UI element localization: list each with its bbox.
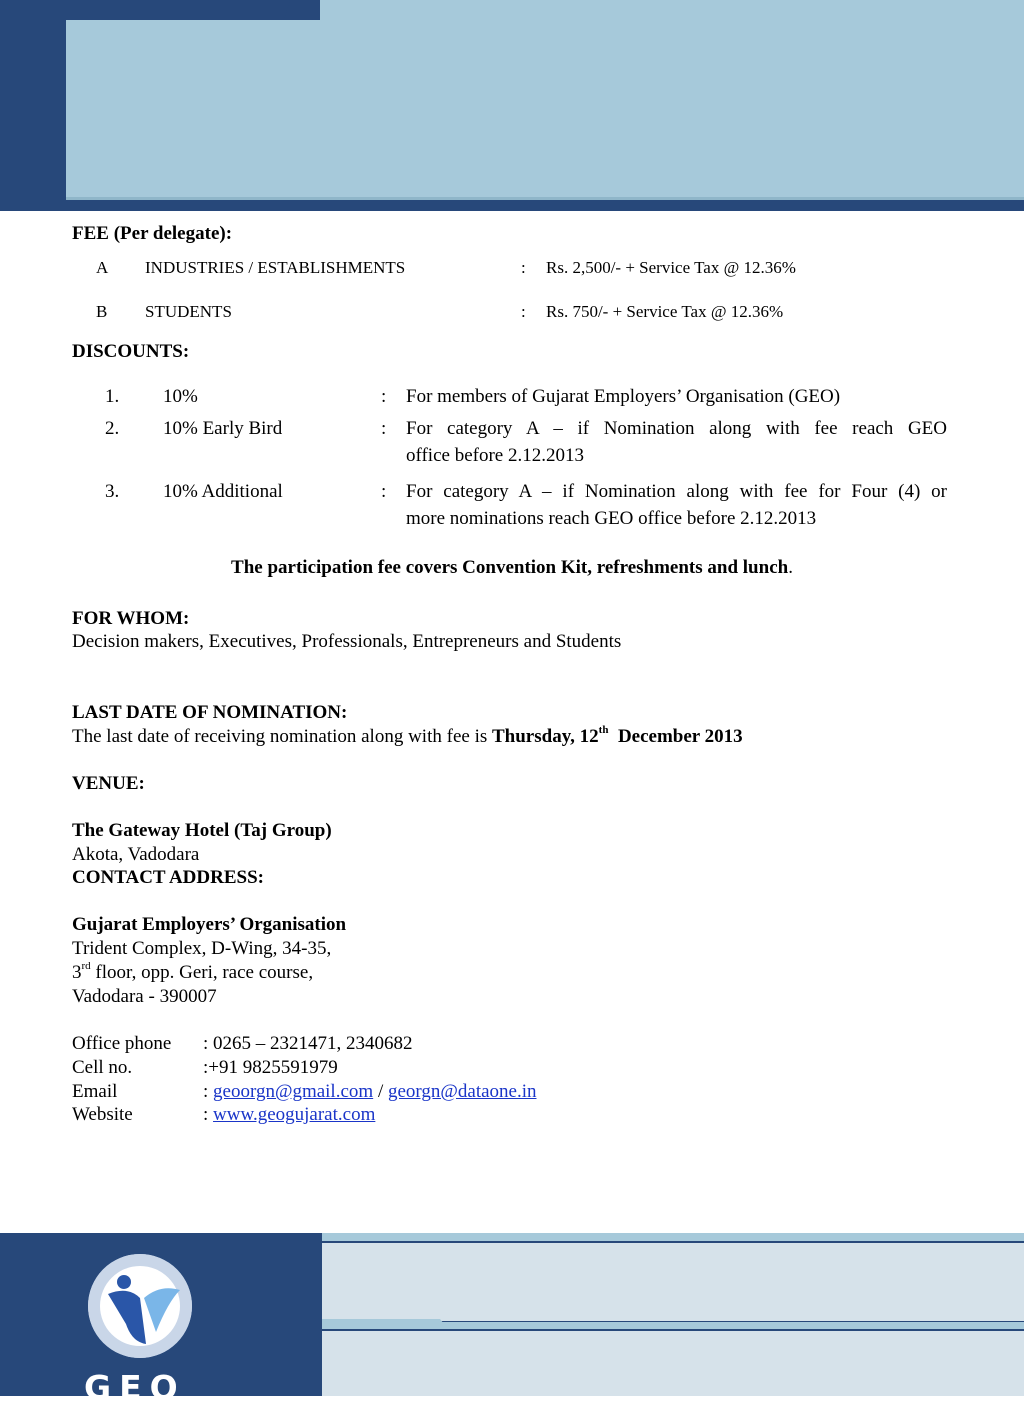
website-label: Website [72,1104,133,1125]
fee-coverage-period: . [788,557,793,578]
logo-text: GEO [84,1368,186,1407]
last-date-ordinal: th [598,723,609,736]
office-phone-value: : 0265 – 2321471, 2340682 [203,1033,413,1054]
email-separator: / [373,1081,388,1102]
fee-coverage-text: The participation fee covers Convention Kit, refreshments and lunch [231,557,789,578]
discount-number: 2. [105,418,120,439]
office-phone-label: Office phone [72,1033,172,1054]
venue-heading: VENUE: [72,773,145,794]
contact-address-city: Vadodara - 390007 [72,986,217,1007]
venue-location: Akota, Vadodara [72,844,200,865]
last-date-heading: LAST DATE OF NOMINATION: [72,702,348,723]
for-whom-heading: FOR WHOM: [72,608,190,629]
venue-name: The Gateway Hotel (Taj Group) [72,820,332,841]
discount-label: 10% Early Bird [163,418,283,439]
fee-row-letter: A [96,258,109,277]
logo-swoosh-icon [88,1254,192,1358]
fee-row-separator: : [521,258,526,277]
email-prefix: : [203,1081,214,1102]
discount-description-continued: more nominations reach GEO office before 2.12.2013 [406,508,817,529]
discount-number: 3. [105,481,120,502]
last-date-month-year: December 2013 [608,726,743,747]
discounts-heading: DISCOUNTS: [72,341,190,362]
fee-coverage-note [0,556,1024,580]
contact-address-line: Trident Complex, D-Wing, 34-35, [72,938,332,959]
email-value [203,1080,537,1104]
discount-description: For category A – if Nomination along with fee reach GEO [406,418,947,439]
discount-description: For members of Gujarat Employers’ Organisation (GEO) [406,386,841,407]
discount-description: For category A – if Nomination along with fee for Four (4) or [406,481,947,502]
for-whom-text: Decision makers, Executives, Professionals, Entrepreneurs and Students [72,631,622,652]
discount-number: 1. [105,386,120,407]
discount-separator: : [381,418,387,439]
footer-decoration [300,1233,460,1333]
fee-row-category: INDUSTRIES / ESTABLISHMENTS [145,258,406,277]
fee-row-separator: : [521,302,526,321]
discount-description-continued: office before 2.12.2013 [406,445,584,466]
contact-address-floor [72,961,313,985]
website-value [203,1103,375,1127]
address-floor-number: 3 [72,962,82,983]
geo-logo [80,1254,200,1407]
discount-separator: : [381,386,387,407]
footer-band [322,1331,1024,1396]
fee-row-letter: B [96,302,108,321]
email-link-primary[interactable]: geoorgn@gmail.com [213,1081,374,1102]
contact-heading: CONTACT ADDRESS: [72,867,264,888]
address-floor-ordinal: rd [81,959,91,972]
fee-heading: FEE (Per delegate): [72,223,233,244]
discount-label: 10% Additional [163,481,283,502]
discount-separator: : [381,481,387,502]
address-floor-text: floor, opp. Geri, race course, [90,962,314,983]
website-prefix: : [203,1104,214,1125]
header-panel-edge [66,197,1024,200]
email-label: Email [72,1081,118,1102]
cell-label: Cell no. [72,1057,133,1078]
fee-row-category: STUDENTS [145,302,232,321]
fee-row-amount: Rs. 750/- + Service Tax @ 12.36% [546,302,784,321]
contact-organisation: Gujarat Employers’ Organisation [72,914,347,935]
header-panel [66,20,1024,198]
last-date-lead: The last date of receiving nomination along with fee is [72,726,492,747]
discount-label: 10% [163,386,198,407]
website-link[interactable]: www.geogujarat.com [213,1104,376,1125]
fee-row-amount: Rs. 2,500/- + Service Tax @ 12.36% [546,258,796,277]
last-date-day: Thursday, 12 [492,726,599,747]
cell-value: :+91 9825591979 [203,1057,338,1078]
last-date-text [72,725,743,749]
email-link-secondary[interactable]: georgn@dataone.in [387,1081,537,1102]
